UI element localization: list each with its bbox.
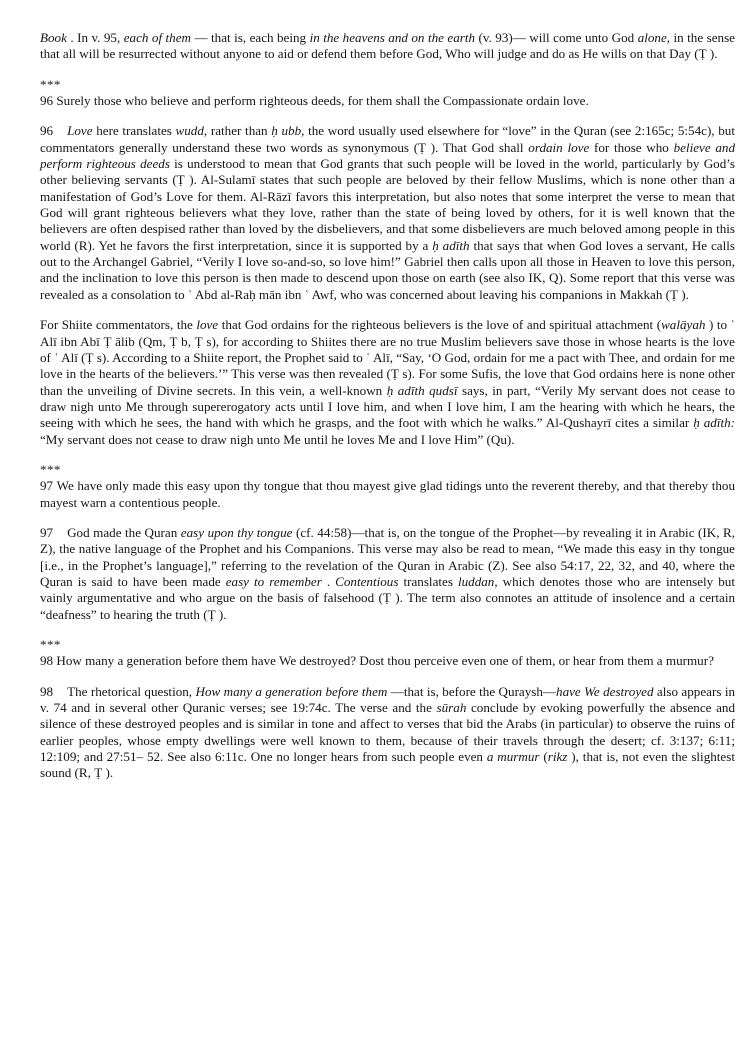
- verse-translation-97: [40, 478, 735, 511]
- verse-text-96: Surely those who believe and perform righteous deeds, for them shall the Compassionate ordain love.: [56, 93, 589, 109]
- verse-number-98: 98: [40, 653, 54, 669]
- commentary-number-96: 96: [40, 123, 54, 139]
- text-run: that God ordains for the righteous believers is the love of and spiritual attachment (: [218, 317, 662, 333]
- text-run: Book: [40, 30, 67, 45]
- text-run: “My servant does not cease to draw nigh unto Me until he loves Me and I love Him” (Qu).: [40, 431, 515, 447]
- text-run: here translates: [92, 123, 176, 139]
- commentary-97: [40, 525, 735, 623]
- verse-translation-96: [40, 93, 735, 109]
- commentary-text-96: [40, 123, 735, 301]
- text-run: in the sense that all will be resurrected without anyone to aid or defend them before God, Who will judge and do as He wills on that Day (Ṭ ).: [40, 30, 735, 62]
- text-run: ḥ ubb,: [271, 123, 305, 139]
- text-run: says, in part, “Verily My servant does not cease to draw nigh unto Me through supererogatory acts until I love him, and when I love him, I am the hearing with which he hears, the seeing with which he sees, the hand with which he grasps, and the foot with which he walks.” Al-Qushayrī cites a similar: [40, 382, 735, 431]
- text-run: ḥ adīth qudsī: [386, 382, 458, 398]
- text-run: ordain love: [528, 139, 590, 155]
- text-run: easy upon thy tongue: [180, 524, 293, 540]
- paragraph-commentary-95-continued: [40, 30, 735, 63]
- text-run: (cf. 44:58)—that is, on the tongue of the Prophet—by revealing it in Arabic (IK, R, Z), the native language of the Prophet and his Companions. This verse may also be read to mean, “We made this easy in thy tongue [i.e., in the Prophet’s language],” referring to the revelation of the Quran in Arabic (Z). See also 54:17, 22, 32, and 40, where the Quran is said to have been made: [40, 524, 735, 589]
- text-run: (v. 93)— will come unto God: [475, 30, 638, 45]
- text-run: which denotes those who are intensely but vainly argumentative and who argue on the basis of falsehood (Ṭ ). The term also connotes an attitude of insolence and a certain “deafness” to hearing the truth (Ṭ ).: [40, 573, 735, 622]
- text-run: love: [196, 317, 219, 333]
- text-run: How many a generation before them: [195, 683, 388, 699]
- text-run: sūrah: [436, 700, 467, 716]
- commentary-96: [40, 123, 735, 303]
- text-run: for those who: [589, 139, 674, 155]
- verse-text-98: How many a generation before them have We destroyed? Dost thou perceive even one of them, or hear from them a murmur?: [56, 653, 714, 669]
- text-run: . In v. 95,: [66, 30, 124, 45]
- text-run: alone,: [637, 30, 671, 45]
- text-run: God made the Quran: [67, 524, 181, 540]
- text-run: easy to remember: [225, 573, 322, 589]
- text-run: believe and perform righteous deeds: [40, 139, 735, 172]
- text-run: is understood to mean that God grants that such people will be loved in the world, particularly by God’s other believing servants (Ṭ ). Al-Sulamī states that such people are beloved by their fellow Muslims, which is none other than a manifestation of God’s Love for them. Al-Rāzī favors this interpretation, but also notes that some interpret the verse to mean that God will grant righteous believers what they love, rather than the state of being loved by others, for it is well known that the believers are often despised rather than loved by the disbelievers, and that some disbelievers are much beloved among people in this world (R). Yet he favors the first interpretation, since it is supported by a: [40, 156, 735, 253]
- text-run: ) to ʿ Alī ibn Abī Ṭ ālib (Qm, Ṭ b, Ṭ s), for according to Shiites there are no true Muslim believers save those in whose hearts is the love of ʿ Alī (Ṭ s). According to a Shiite report, the Prophet said to ʿ Alī, “Say, ‘O God, ordain for me a pact with Thee, and ordain for me love in the hearts of the believers.’” This verse was then revealed (Ṭ s). For some Sufis, the love that God ordains here is none other than the unveiling of Divine secrets. In this vein, a well-known: [40, 317, 735, 398]
- text-run: Contentious: [335, 573, 399, 589]
- text-run: ḥ adīth: [432, 237, 470, 253]
- commentary-number-98: 98: [40, 683, 54, 699]
- text-run: in the heavens and on the earth: [309, 30, 476, 45]
- commentary-text-98: [40, 684, 735, 781]
- text-run: translates: [398, 573, 458, 589]
- text-run: each of them: [123, 30, 191, 45]
- text-run: ḥ adīth:: [693, 415, 735, 431]
- paragraph-text: [40, 30, 735, 61]
- verse-text-97: We have only made this easy upon thy tongue that thou mayest give glad tidings unto the reverent thereby, and that thereby thou mayest warn a contentious people.: [40, 478, 735, 510]
- text-run: walāyah: [661, 317, 706, 333]
- text-run: ), that is, not even the slightest sound (R, Ṭ ).: [40, 749, 735, 781]
- commentary-96-shiite: [40, 317, 735, 448]
- text-run: also appears in v. 74 and in several other Quranic verses; see 19:74c. The verse and the: [40, 683, 736, 716]
- text-run: For Shiite commentators, the: [40, 317, 197, 333]
- text-run: Love: [67, 123, 93, 139]
- text-run: —that is, before the Quraysh—: [387, 683, 557, 699]
- text-run: a murmur: [486, 749, 540, 765]
- commentary-text-97: [40, 525, 735, 622]
- commentary-number-97: 97: [40, 524, 54, 540]
- text-run: The rhetorical question,: [67, 683, 196, 699]
- text-run: the word usually used elsewhere for “love” in the Quran (see 2:165c; 5:54c), but commentators generally understand these two words as synonymous (Ṭ ). That God shall: [40, 123, 735, 155]
- commentary-98: [40, 684, 735, 782]
- text-run: rather than: [207, 123, 272, 139]
- verse-number-96: 96: [40, 93, 54, 109]
- text-run: — that is, each being: [191, 30, 310, 45]
- section-separator-2: ***: [40, 461, 61, 477]
- text-run: wudd,: [175, 123, 208, 139]
- commentary-text-96-shiite: [40, 317, 735, 446]
- document-content: [40, 30, 735, 782]
- text-run: conclude by evoking powerfully the absence and silence of these destroyed peoples and is similar in tone and affect to verses that bid the Arabs (in particular) to observe the ruins of earlier peoples, whose empty dwellings were well known to them, because of their travels through the desert; cf. 3:137; 6:11; 12:109; and 27:51– 52. See also 6:11c. One no longer hears from such people even: [40, 700, 735, 765]
- section-separator-3: ***: [40, 637, 61, 652]
- text-run: (: [539, 749, 548, 765]
- verse-translation-98: [40, 653, 735, 669]
- text-run: .: [321, 573, 336, 589]
- text-run: that says that when God loves a servant, He calls out to the Archangel Gabriel, “Verily I love so-and-so, so love him!” Gabriel then calls upon all those in Heaven to love this person, and the inclination to love this person is then made to descend upon those on earth (see also IK, Q). Some report that this verse was revealed as a consolation to ʿ Abd al-Raḥ mān ibn ʿ Awf, who was concerned about leaving his companions in Makkah (Ṭ ).: [40, 237, 735, 302]
- text-run: rikz: [547, 749, 568, 765]
- text-run: have We destroyed: [556, 683, 654, 699]
- text-run: luddan,: [457, 573, 498, 589]
- section-separator-1: ***: [40, 76, 61, 92]
- verse-number-97: 97: [40, 478, 54, 494]
